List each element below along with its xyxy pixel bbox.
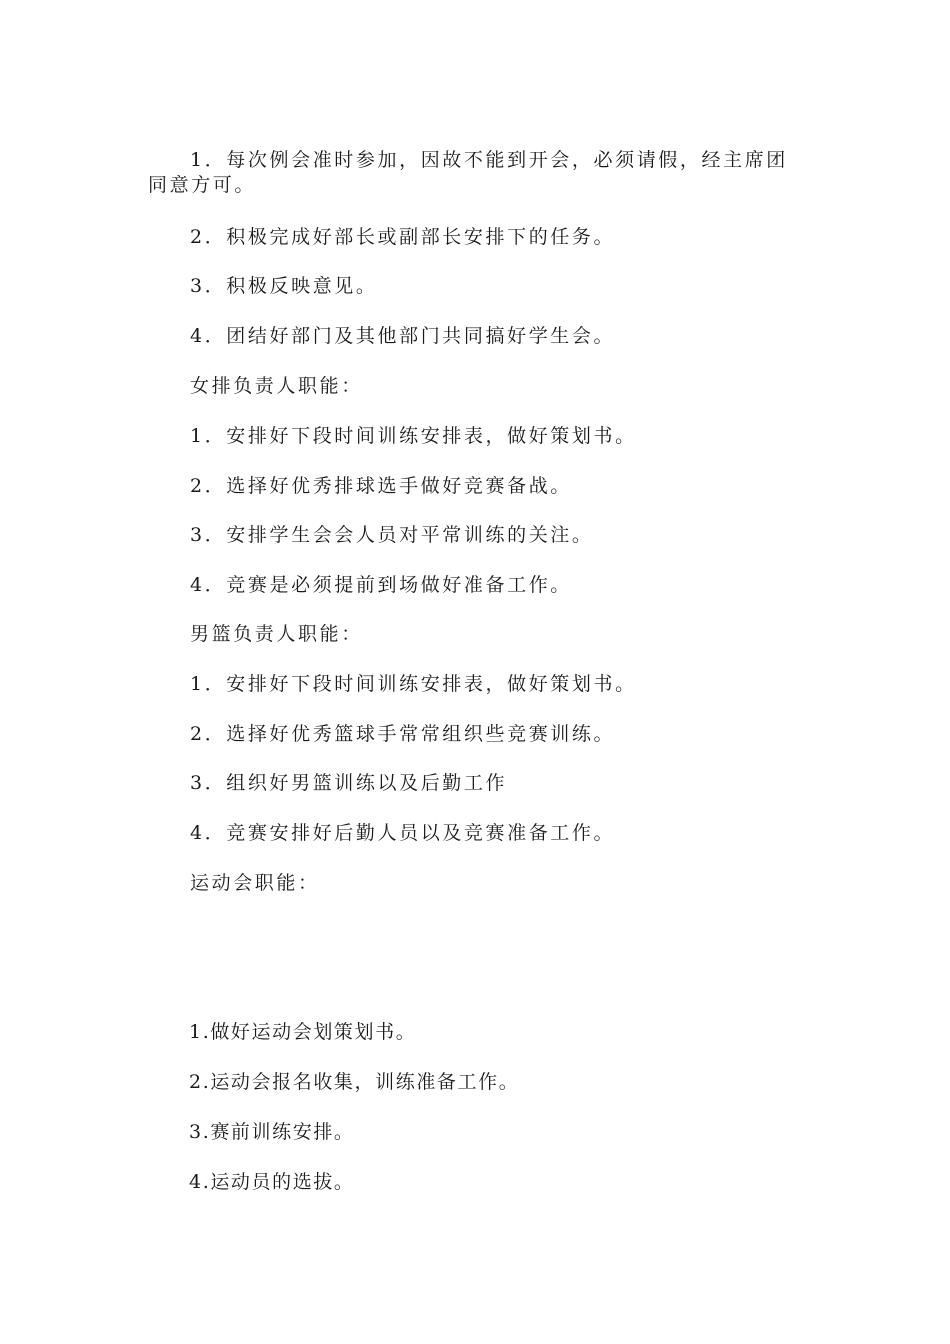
section-heading: 运动会职能： <box>190 872 320 894</box>
section-heading: 女排负责人职能： <box>190 375 363 397</box>
paragraph-item: 2．积极完成好部长或副部长安排下的任务。 <box>190 226 616 248</box>
paragraph-item: 1．安排好下段时间训练安排表，做好策划书。 <box>190 425 637 447</box>
paragraph-item: 1．安排好下段时间训练安排表，做好策划书。 <box>190 673 637 695</box>
paragraph-item: 4.运动员的选拔。 <box>189 1171 355 1193</box>
paragraph-item: 3.赛前训练安排。 <box>189 1121 355 1143</box>
paragraph-item: 4．竞赛安排好后勤人员以及竞赛准备工作。 <box>190 822 616 844</box>
section-heading: 男篮负责人职能： <box>190 623 363 645</box>
paragraph-item: 2．选择好优秀篮球手常常组织些竞赛训练。 <box>190 723 616 745</box>
paragraph-item: 1．每次例会准时参加，因故不能到开会，必须请假，经主席团同意方可。 <box>148 149 788 196</box>
paragraph-item: 2．选择好优秀排球选手做好竞赛备战。 <box>190 475 572 497</box>
paragraph-item: 3．组织好男篮训练以及后勤工作 <box>190 772 508 794</box>
paragraph-item: 4．竞赛是必须提前到场做好准备工作。 <box>190 574 572 596</box>
paragraph-item: 4．团结好部门及其他部门共同搞好学生会。 <box>190 325 616 347</box>
paragraph-item: 1.做好运动会划策划书。 <box>189 1021 417 1043</box>
paragraph-item: 3．安排学生会会人员对平常训练的关注。 <box>190 524 594 546</box>
paragraph-item: 3．积极反映意见。 <box>190 275 378 297</box>
paragraph-item: 2.运动会报名收集，训练准备工作。 <box>189 1071 520 1093</box>
